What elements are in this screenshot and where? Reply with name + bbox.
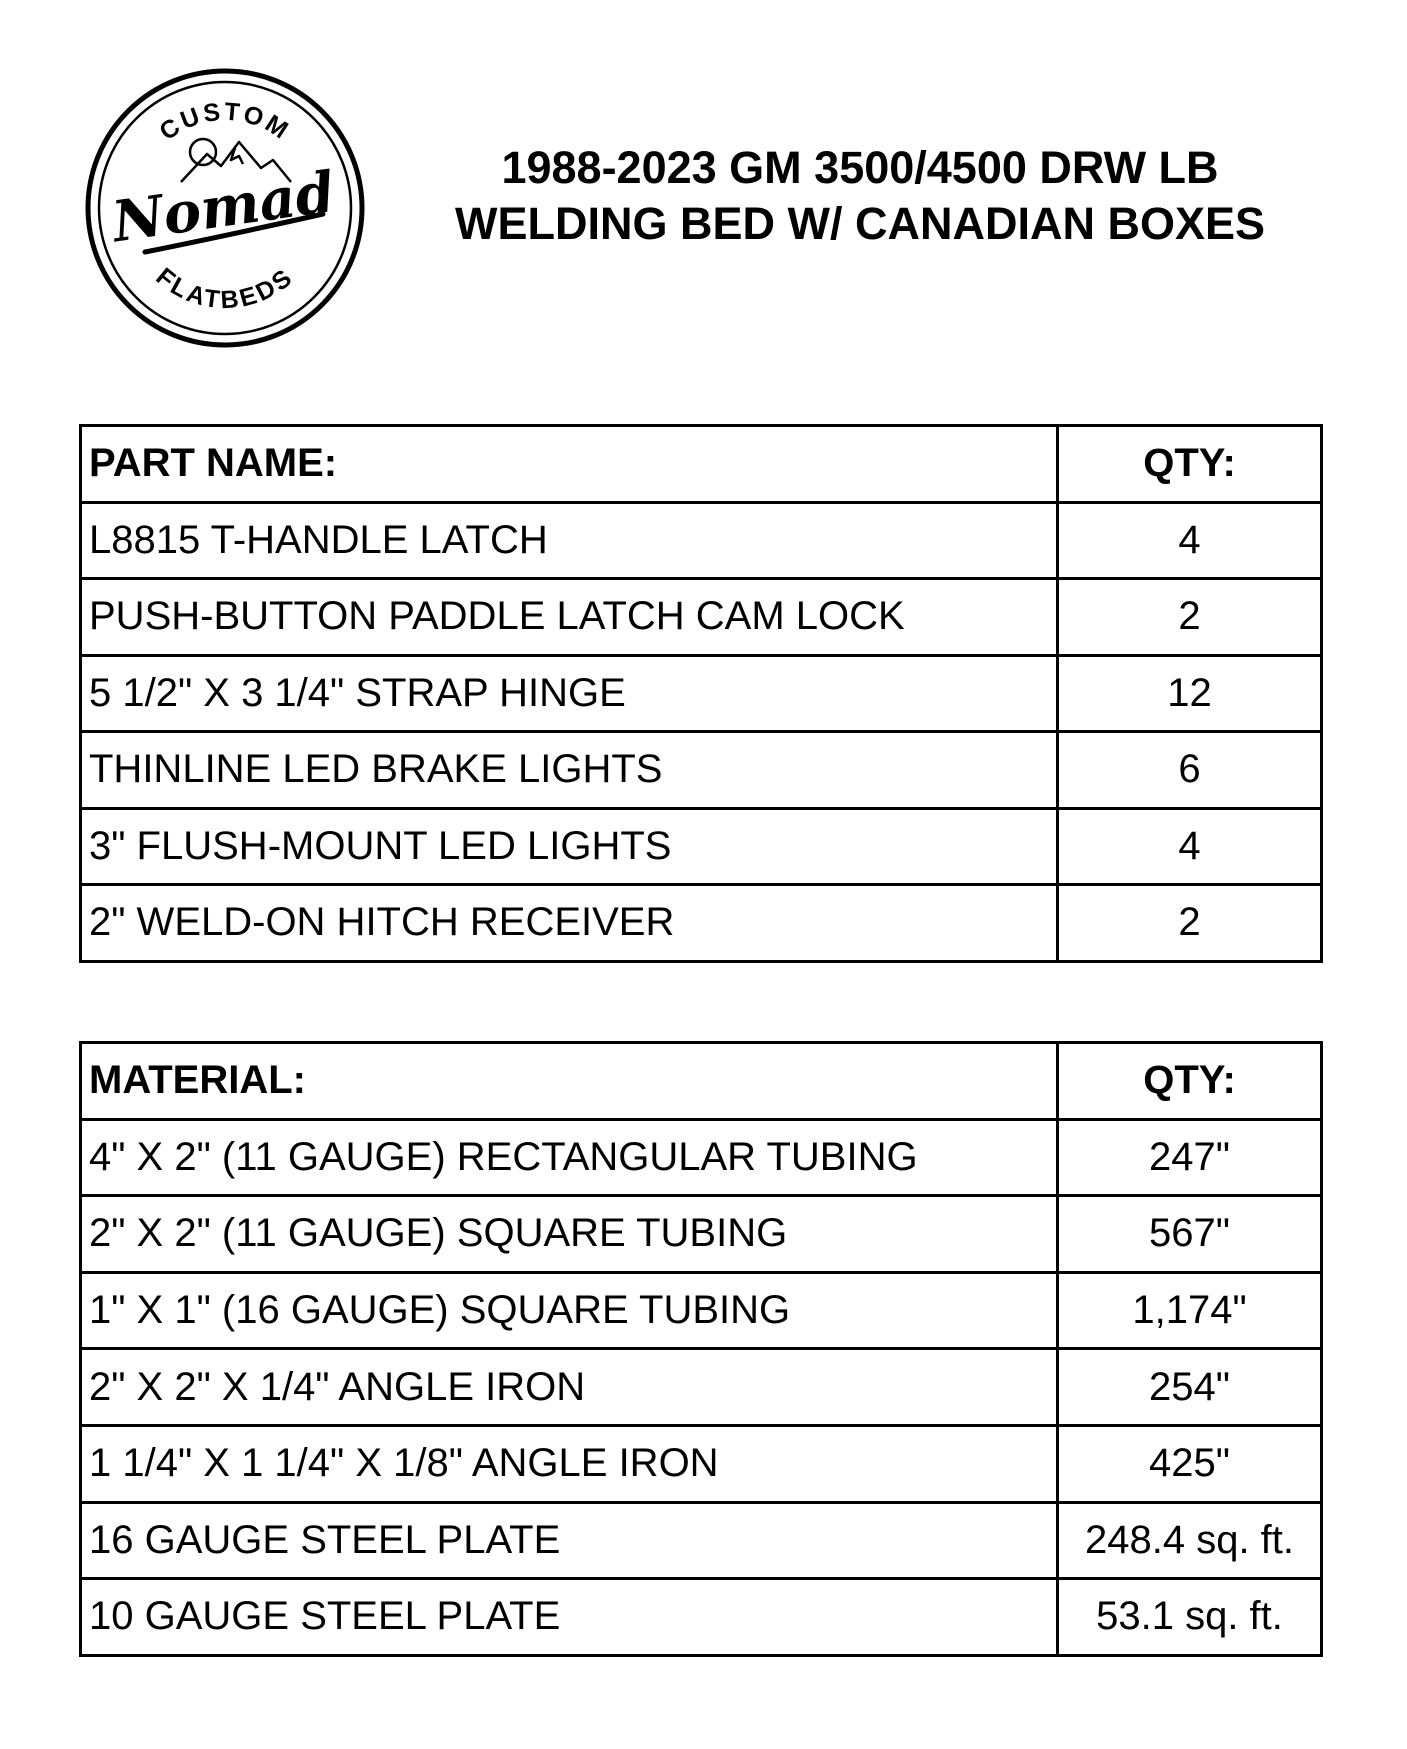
document-title — [395, 140, 1325, 252]
table-row — [81, 655, 1322, 732]
table-row — [81, 885, 1322, 962]
part-name: THINLINE LED BRAKE LIGHTS — [81, 732, 1058, 809]
part-name: L8815 T-HANDLE LATCH — [81, 502, 1058, 579]
material-name: 2" X 2" (11 GAUGE) SQUARE TUBING — [81, 1196, 1058, 1273]
table-row — [81, 579, 1322, 656]
title-line-1: 1988-2023 GM 3500/4500 DRW LB — [501, 142, 1219, 193]
part-name: PUSH-BUTTON PADDLE LATCH CAM LOCK — [81, 579, 1058, 656]
logo-top-text: CUSTOM — [154, 97, 296, 147]
part-name: 2" WELD-ON HITCH RECEIVER — [81, 885, 1058, 962]
logo-script-text: Nomad — [108, 158, 339, 256]
table-row — [81, 1579, 1322, 1656]
part-qty: 2 — [1058, 885, 1322, 962]
material-name: 16 GAUGE STEEL PLATE — [81, 1502, 1058, 1579]
material-qty: 254" — [1058, 1349, 1322, 1426]
material-qty: 567" — [1058, 1196, 1322, 1273]
table-row — [81, 1425, 1322, 1502]
parts-qty-header: QTY: — [1058, 426, 1322, 503]
material-qty: 248.4 sq. ft. — [1058, 1502, 1322, 1579]
parts-table — [79, 424, 1323, 963]
material-qty: 1,174" — [1058, 1272, 1322, 1349]
material-name: 1" X 1" (16 GAUGE) SQUARE TUBING — [81, 1272, 1058, 1349]
part-qty: 2 — [1058, 579, 1322, 656]
material-qty: 425" — [1058, 1425, 1322, 1502]
table-row — [81, 1502, 1322, 1579]
part-qty: 6 — [1058, 732, 1322, 809]
part-name: 5 1/2" X 3 1/4" STRAP HINGE — [81, 655, 1058, 732]
materials-table — [79, 1041, 1323, 1657]
material-name: 2" X 2" X 1/4" ANGLE IRON — [81, 1349, 1058, 1426]
materials-header-row — [81, 1043, 1322, 1120]
material-name: 10 GAUGE STEEL PLATE — [81, 1579, 1058, 1656]
parts-header-row — [81, 426, 1322, 503]
logo-bottom-text: FLATBEDS — [150, 262, 300, 315]
nomad-flatbeds-logo — [85, 68, 365, 348]
table-row — [81, 502, 1322, 579]
material-name: 1 1/4" X 1 1/4" X 1/8" ANGLE IRON — [81, 1425, 1058, 1502]
part-qty: 4 — [1058, 502, 1322, 579]
part-name: 3" FLUSH-MOUNT LED LIGHTS — [81, 808, 1058, 885]
table-row — [81, 732, 1322, 809]
title-line-2: WELDING BED W/ CANADIAN BOXES — [455, 198, 1265, 249]
material-name: 4" X 2" (11 GAUGE) RECTANGULAR TUBING — [81, 1119, 1058, 1196]
table-row — [81, 1119, 1322, 1196]
material-qty: 53.1 sq. ft. — [1058, 1579, 1322, 1656]
parts-name-header: PART NAME: — [81, 426, 1058, 503]
table-row — [81, 1272, 1322, 1349]
materials-name-header: MATERIAL: — [81, 1043, 1058, 1120]
table-row — [81, 1349, 1322, 1426]
part-qty: 4 — [1058, 808, 1322, 885]
materials-qty-header: QTY: — [1058, 1043, 1322, 1120]
part-qty: 12 — [1058, 655, 1322, 732]
table-row — [81, 1196, 1322, 1273]
material-qty: 247" — [1058, 1119, 1322, 1196]
table-row — [81, 808, 1322, 885]
